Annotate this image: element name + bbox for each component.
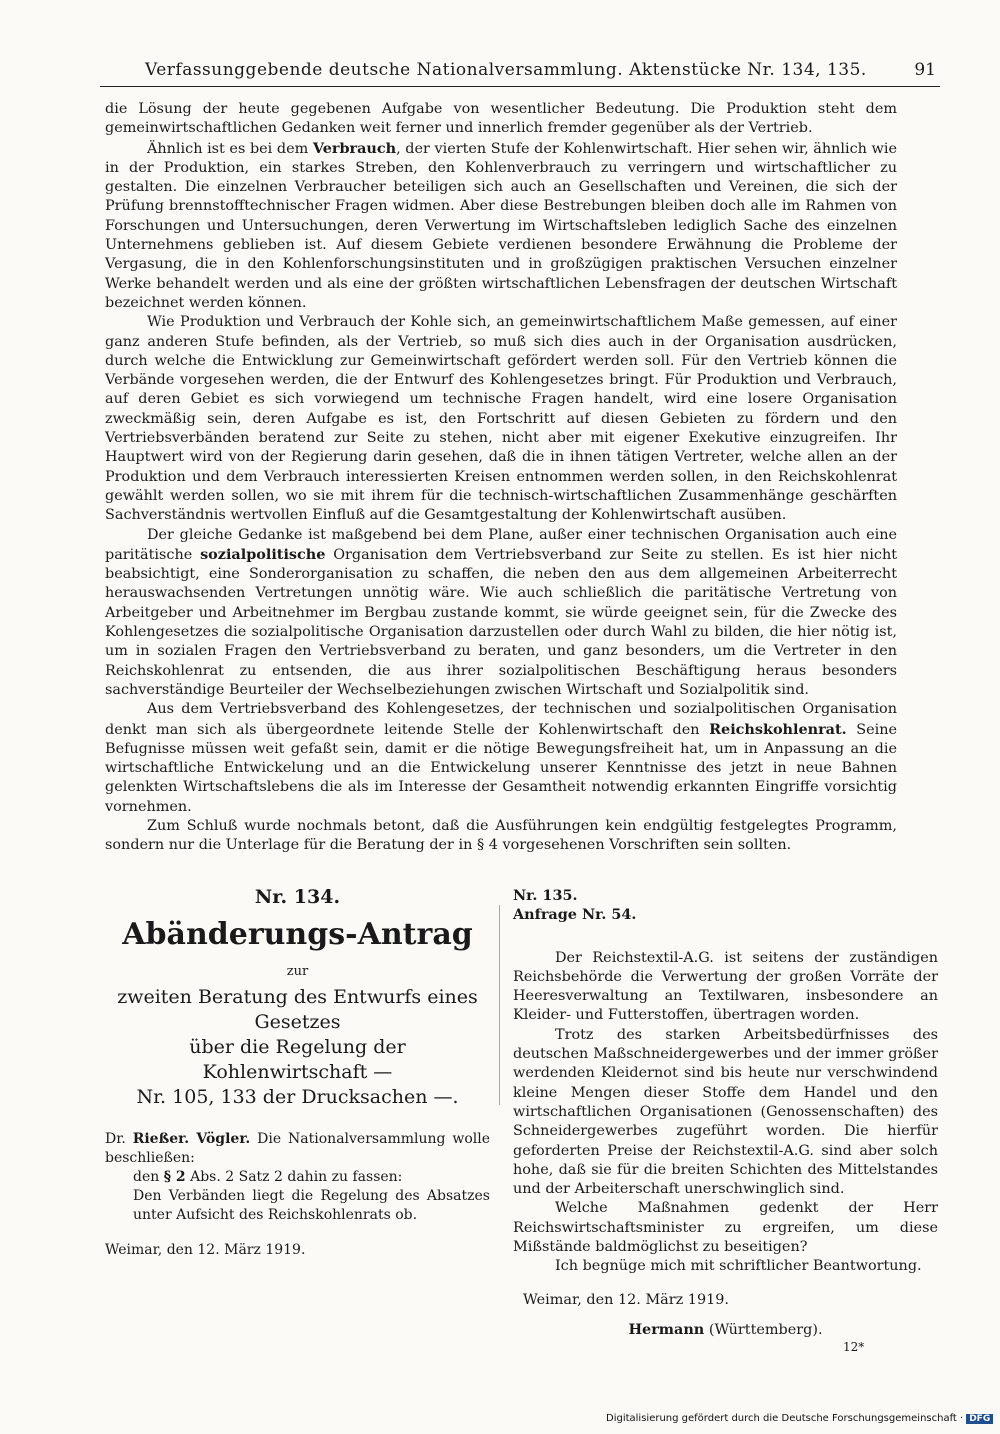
signature-line: Hermann (Württemberg).: [628, 1320, 823, 1338]
amendment-instruction: den § 2 Abs. 2 Satz 2 dahin zu fassen:: [133, 1169, 403, 1185]
subtitle-line: Nr. 105, 133 der Drucksachen —.: [136, 1086, 459, 1108]
emphasis: Verbrauch: [312, 139, 397, 157]
amendment-text: [105, 1130, 490, 1260]
dfg-logo: DFG: [966, 1414, 993, 1424]
page-code: 12*: [843, 1340, 865, 1354]
signers: Rießer. Vögler.: [132, 1131, 251, 1147]
document-number: Nr. 135.: [513, 887, 578, 904]
signer-name: Hermann: [628, 1320, 705, 1338]
document-title: Abänderungs-Antrag: [122, 917, 473, 952]
header-rule: [100, 86, 940, 87]
paragraph: Aus dem Vertriebsverband des Kohlengesetzes, der technischen und sozialpolitischen Organisation denkt man sich als übergeordnete leitende Stelle der Kohlenwirtschaft den Reichskohlenrat. Seine Befugnisse müssen weit gefaßt sein, damit er die nötige Bewegungsfreiheit hat, um in Anpassung an die wirtschaftliche Entwickelung und an die Entwickelung unserer Kenntnisse des jetzt in neue Bahnen gelenkten Wirtschaftslebens die als im Interesse der Gesamtheit notwendig erkannten Eingriffe vorsichtig vornehmen.: [105, 701, 897, 815]
paragraph: Der gleiche Gedanke ist maßgebend bei dem Plane, außer einer technischen Organisation auch eine paritätische sozialpolitische Organisation dem Vertriebsverband zur Seite zu stellen. Es ist hier nicht beabsichtigt, eine Sonderorganisation zu schaffen, die neben den aus dem allgemeinen Arbeiterrecht herauswachsenden Vertretungen unnötig wäre. Wie auch schließlich die paritätische Vertretung von Arbeitgeber und Arbeitnehmer im Bergbau zustande kommt, sie würde geeignet sein, für die Zwecke des Kohlengesetzes die sozialpolitische Organisation darzustellen oder durch Wahl zu bilden, die hier nötig ist, um in sozialen Fragen den Vertriebsverband zu beraten, und ganz besonders, um die Vertreter in den Reichskohlenrat zu entsenden, die aus ihrer sozialpolitischen Beschäftigung heraus besonders sachverständige Beurteiler der Wechselbeziehungen zwischen Wirtschaft und Sozialpolitik sind.: [105, 526, 898, 698]
date-line: Weimar, den 12. März 1919.: [523, 1291, 729, 1308]
paragraph: Ähnlich ist es bei dem Verbrauch, der vierten Stufe der Kohlenwirtschaft. Hier sehen wir, ähnlich wie in der Produktion, ein starkes Streben, den Kohlenverbrauch zu verringern und wirtschaftlicher zu gestalten. Die einzelnen Verbraucher beteiligen sich auch an Gesellschaften und Vereinen, die sich der Prüfung brennstofftechnischer Fragen widmen. Aber diese Bestrebungen bleiben doch alle im Rahmen von Forschungen und Untersuchungen, deren Verwertung im Wirtschaftsleben lediglich Sache des einzelnen Unternehmens geblieben ist. Auf diesem Gebiete verdienen besondere Erwähnung die Probleme der Vergasung, die in den Kohlenforschungsinstituten und in großzügigen praktischen Versuchen einzelner Werke behandelt werden und als eine der größten wirtschaftlichen Lebensfragen der deutschen Wirtschaft bezeichnet werden können.: [105, 139, 897, 311]
header-title: Verfassunggebende deutsche Nationalversammlung. Aktenstücke Nr. 134, 135.: [145, 60, 867, 80]
paragraph: Der Reichstextil-A.G. ist seitens der zuständigen Reichsbehörde die Verwertung der großen Vorräte der Heeresverwaltung an Textilwaren, insbesondere an Kleider- und Futterstoffen, übertragen worden.: [513, 949, 938, 1024]
paragraph: Welche Maßnahmen gedenkt der Herr Reichswirtschaftsminister zu ergreifen, um diese Mißstände baldmöglichst zu beseitigen?: [513, 1200, 938, 1256]
document-number: Nr. 134.: [254, 886, 341, 908]
footer: [606, 1413, 993, 1424]
document-134: [105, 886, 490, 1260]
page-number: 91: [914, 60, 936, 80]
section-ref: § 2: [163, 1169, 186, 1185]
connector-word: zur: [286, 964, 309, 979]
running-header: [100, 58, 940, 88]
paragraph: die Lösung der heute gegebenen Aufgabe von wesentlicher Bedeutung. Die Produktion steht dem gemeinwirtschaftlichen Gedanken weit ferner und innerlich fremder gegenüber als der Vertrieb.: [105, 101, 897, 137]
paragraph: Trotz des starken Arbeitsbedürfnisses des deutschen Maßschneidergewerbes und der immer größer werdenden Kleidernot sind bis heute nur verschwindend kleine Mengen dieser Stoffe dem Handel und den wirtschaftlichen Organisationen (Genossenschaften) des Schneidergewerbes zugeführt worden. Die hierfür geforderten Preise der Reichstextil-A.G. sind aber solch hohe, daß sie für die breiten Schichten des Mittelstandes und der Arbeiterschaft unerschwinglich sind.: [513, 1026, 938, 1198]
emphasis: sozialpolitische: [200, 545, 326, 563]
document-title: Anfrage Nr. 54.: [513, 906, 637, 924]
emphasis: Reichskohlenrat.: [709, 720, 847, 738]
amendment-wording: Den Verbänden liegt die Regelung des Absatzes unter Aufsicht des Reichskohlenrats ob.: [133, 1188, 490, 1223]
footer-text: Digitalisierung gefördert durch die Deutsche Forschungsgemeinschaft ·: [606, 1413, 964, 1424]
subtitle-line: über die Regelung der Kohlenwirtschaft —: [189, 1036, 406, 1083]
document-135: [513, 886, 938, 1340]
paragraph: Wie Produktion und Verbrauch der Kohle sich, an gemeinwirtschaftlichem Maße gemessen, auf einer ganz anderen Stufe befinden, als der Vertrieb, so muß sich dies auch in der Organisation ausdrücken, durch welche die Entwicklung zur Gemeinwirtschaft gefördert werden soll. Für den Vertrieb können die Verbände vorgesehen werden, die der Entwurf des Kohlengesetzes bringt. Für Produktion und Verbrauch, auf deren Gebiet es sich vorwiegend um technische Fragen handelt, wird eine losere Organisation zweckmäßig sein, deren Aufgabe es ist, den Fortschritt auf diesen Gebieten zu fördern und den Vertriebsverbänden beratend zur Seite zu stehen, nicht aber mit eigener Exekutive einzugreifen. Ihr Hauptwert wird von der Regierung darin gesehen, daß die in ihnen tätigen Vertreter, welche allen an der Produktion und dem Verbrauch interessierten Kreisen entnommen werden sollen, in den Reichskohlenrat gewählt werden sollen, wo sie mit ihrem für die technisch-wirtschaftlichen Zusammenhänge geschärften Sachverständnis wertvollen Einfluß auf die Gesamtgestaltung der Kohlenwirtschaft ausüben.: [105, 314, 897, 524]
paragraph: Ich begnüge mich mit schriftlicher Beantwortung.: [555, 1258, 922, 1275]
paragraph: Zum Schluß wurde nochmals betont, daß die Ausführungen kein endgültig festgelegtes Programm, sondern nur die Unterlage für die Beratung der in § 4 vorgesehenen Vorschriften sein sollten.: [105, 817, 897, 854]
date-line: Weimar, den 12. März 1919.: [105, 1242, 306, 1258]
amendment-intro: Dr. Rießer. Vögler. Die Nationalversammlung wolle beschließen:: [105, 1131, 491, 1166]
subtitle-line: zweiten Beratung des Entwurfs eines Gesetzes: [117, 986, 478, 1033]
main-text: [105, 100, 897, 856]
column-divider: [499, 905, 500, 1105]
